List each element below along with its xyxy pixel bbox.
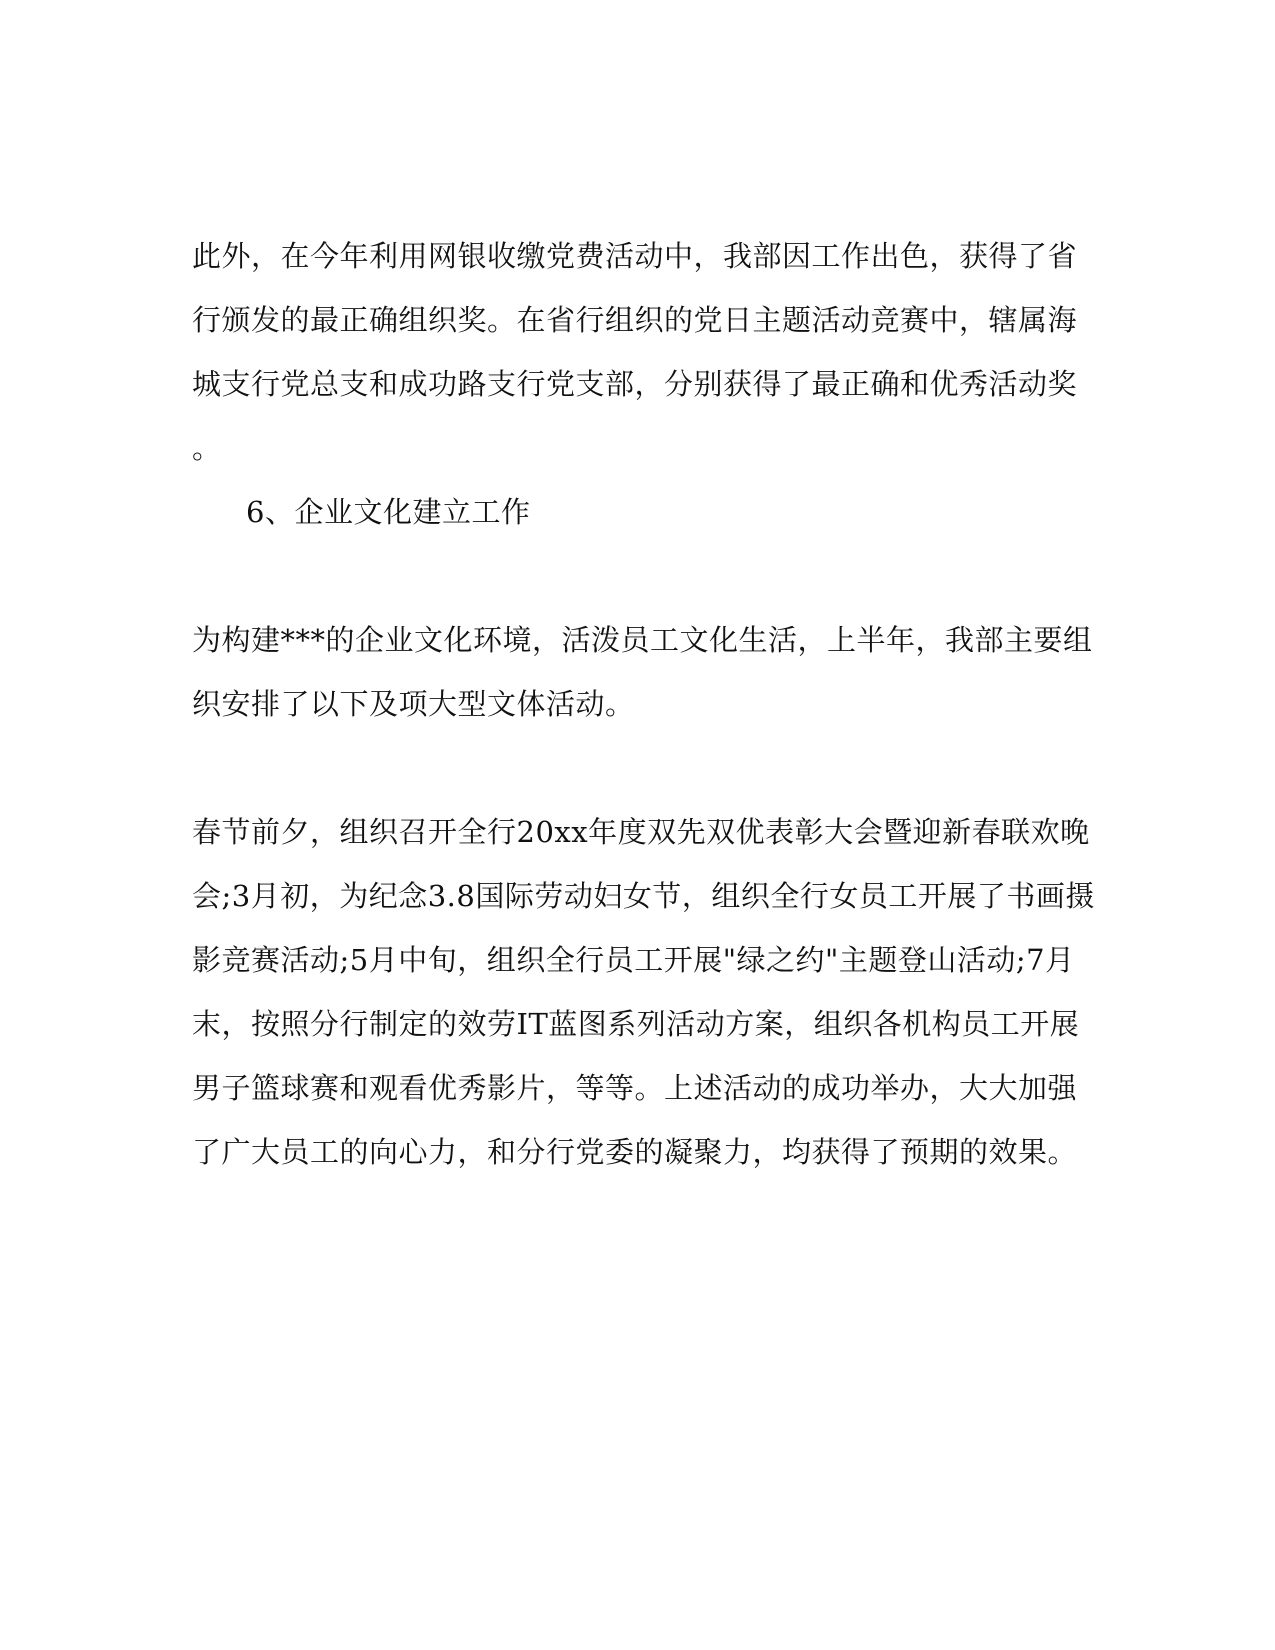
section-heading: 6、企业文化建立工作 [246, 495, 531, 529]
paragraph-line: 末，按照分行制定的效劳IT蓝图系列活动方案，组织各机构员工开展 [192, 1007, 1080, 1041]
paragraph-line: 男子篮球赛和观看优秀影片，等等。上述活动的成功举办，大大加强 [192, 1071, 1078, 1105]
paragraph-line: 了广大员工的向心力，和分行党委的凝聚力，均获得了预期的效果。 [192, 1135, 1078, 1169]
paragraph-line: 会;3月初，为纪念3.8国际劳动妇女节，组织全行女员工开展了书画摄 [192, 879, 1095, 913]
paragraph-line: 影竞赛活动;5月中旬，组织全行员工开展"绿之约"主题登山活动;7月 [192, 943, 1075, 977]
paragraph-line: 城支行党总支和成功路支行党支部，分别获得了最正确和优秀活动奖 [192, 367, 1078, 401]
paragraph-line: 春节前夕，组织召开全行20xx年度双先双优表彰大会暨迎新春联欢晚 [192, 815, 1090, 849]
paragraph-line: 此外，在今年利用网银收缴党费活动中，我部因工作出色，获得了省 [192, 239, 1078, 273]
paragraph-line: 织安排了以下及项大型文体活动。 [192, 687, 635, 721]
paragraph-line: 。 [192, 431, 222, 465]
paragraph-line: 为构建***的企业文化环境，活泼员工文化生活，上半年，我部主要组 [192, 623, 1093, 657]
paragraph-line: 行颁发的最正确组织奖。在省行组织的党日主题活动竞赛中，辖属海 [192, 303, 1078, 337]
